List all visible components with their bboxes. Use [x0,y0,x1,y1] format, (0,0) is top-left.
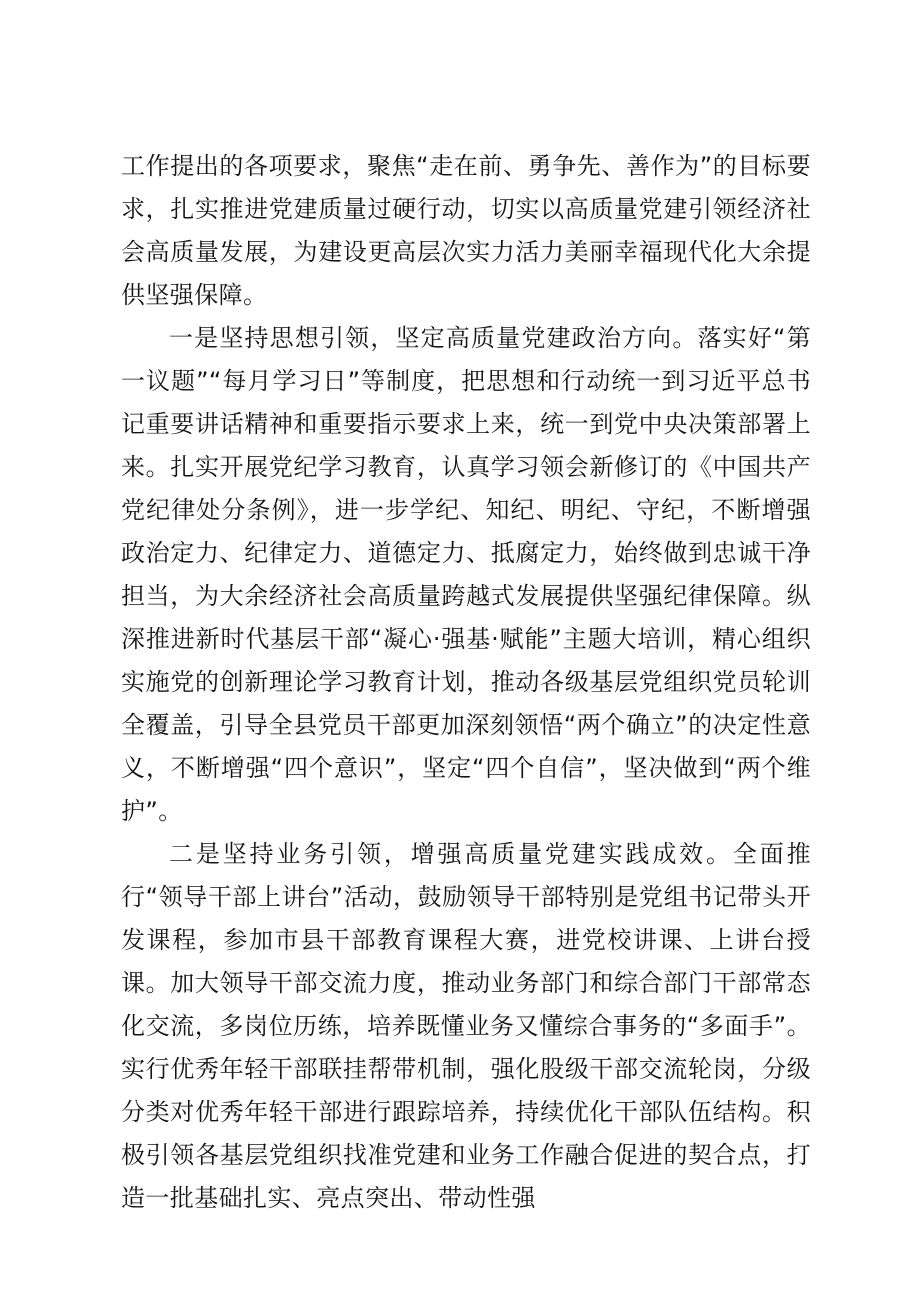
paragraph-business-guidance: 二是坚持业务引领，增强高质量党建实践成效。全面推行“领导干部上讲台”活动，鼓励领导干部特别是党组书记带头开发课程，参加市县干部教育课程大赛，进党校讲课、上讲台授课。加大领导干部交流力度，推动业务部门和综合部门干部常态化交流，多岗位历练，培养既懂业务又懂综合事务的“多面手”。实行优秀年轻干部联挂帮带机制，强化股级干部交流轮岗，分级分类对优秀年轻干部进行跟踪培养，持续优化干部队伍结构。积极引领各基层党组织找准党建和业务工作融合促进的契合点，打造一批基础扎实、亮点突出、带动性强 [121,840,811,1212]
document-body [121,145,811,1220]
paragraph-intro-continuation: 工作提出的各项要求，聚焦“走在前、勇争先、善作为”的目标要求，扎实推进党建质量过硬行动，切实以高质量党建引领经济社会高质量发展，为建设更高层次实力活力美丽幸福现代化大余提供坚强保障。 [121,152,811,309]
paragraph-ideological-guidance: 一是坚持思想引领，坚定高质量党建政治方向。落实好“第一议题”“每月学习日”等制度，把思想和行动统一到习近平总书记重要讲话精神和重要指示要求上来，统一到党中央决策部署上来。扎实开展党纪学习教育，认真学习领会新修订的《中国共产党纪律处分条例》，进一步学纪、知纪、明纪、守纪，不断增强政治定力、纪律定力、道德定力、抵腐定力，始终做到忠诚干净担当，为大余经济社会高质量跨越式发展提供坚强纪律保障。纵深推进新时代基层干部“凝心·强基·赋能”主题大培训，精心组织实施党的创新理论学习教育计划，推动各级基层党组织党员轮训全覆盖，引导全县党员干部更加深刻领悟“两个确立”的决定性意义，不断增强“四个意识”，坚定“四个自信”，坚决做到“两个维护”。 [121,324,811,825]
